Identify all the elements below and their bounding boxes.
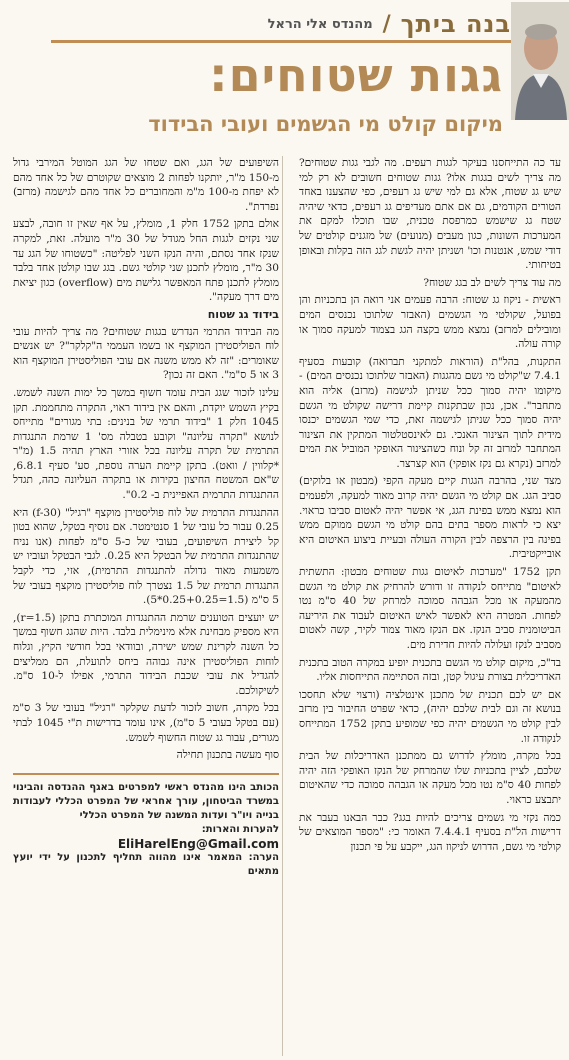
column-divider — [282, 156, 283, 1056]
paragraph: ההתנגדות התרמית של לוח פוליסטירן מוקצף "רגיל" (f-30) היא 0.25 עבור כל עובי של 1 סנטימטר. אם נוסיף בטקל, שהוא בטון קל ליצירת השיפועים, בעובי של כ-5 ס"מ לפחות (אנו נניח שהתנגדות התרמית של הבטקל היא 0.25. לגבי הבטקל ועוביו יש משמעות מאוד גדולה להתנגדות התרמית), אזי, כדי לקבל התנגדות תרמית של 1.5 נצטרך לוח פוליסטירן מוקצף בעובי של 5 ס"מ (1.5=0.25+0.25*5). — [13, 506, 280, 607]
paragraph: עד כה התייחסנו בעיקר לגגות רעפים. מה לגבי גגות שטוחים? מה צריך לשים בגגות אלו? גגות שטוחים חשובים לא רק למי שיש גג שטוח, אלא גם למי שיש גג רעפים, כפי שהצענו באחד הטורים הקודמים, גם אם אתם מעדיפים גג רעפים, כדאי שיהיה שטח גג שישמש כמרפסת טכנית, שבו תוכלו למקם את המערכות השונות, כגון מעבים (מנועים) של מזגנים קולטים של דודי שמש, אנטנות וכו' ושניתן יהיה לגשת לגג הזה בקלות ובאופן בטיחותי. — [299, 157, 561, 272]
text-column-left — [13, 156, 279, 879]
disclaimer: הערה: המאמר אינו מהווה תחליף לתכנון על ידי יועץ מתאים — [13, 851, 279, 877]
article-header — [0, 0, 569, 140]
paragraph: התקנות, בהל"ת (הוראות למתקני תברואה) קובעות בסעיף 7.4.1 ש"קולט מי גשם מהגגות (האבזר שלתוכו נכנסים המים) - מיקומו יהיה סמוך ככל שניתן לגישמה (מרזב) אליה הוא מתחבר". אכן, נכון שבתקנות קיימת דרישה שקולט מי הגשם יהיה סמוך ככל שניתן לגישמה זאת, כדי שמי הגשמים יכנסו מידית לתוך הצינור האנכי. גם לאינסטלטור המתקין את הצינור המתחבר למרזב זה קל ונוח כשהצינור האופקי המוביל את המים למרזב (נקרא גם נקז אופקי) הוא קצרצר. — [299, 355, 561, 470]
paragraph: אם יש לכם תכנית של מתכנן אינטלציה (ורצוי שלא תחסכו בנושא זה וגם לבית שלכם יהיה), כדאי שפרט החיבור בין מרזב לבין קולט מי הגשמים יהיה כפי שמופיע בתקן 1752 המתייחס לנקודה זו. — [299, 688, 561, 745]
paragraph: בכל מקרה, חשוב לזכור לדעת שקלקר "רגיל" בעובי של 3 ס"מ (עם בטקל בעובי 5 ס"מ), אינו עומד בדרישות ת"י 1045 לבתי מגורים, עבור גג שטוח החשוף לשמש. — [13, 702, 279, 744]
author-bio: הכותב הינו מהנדס ראשי למפרטים באגף ההנדסה והבינוי במשרד הביטחון, עורך אחראי של המפרט הכללי לעבודות בנייה ויו"ר ועדות המשנה של המפרט הכללי — [13, 781, 279, 821]
paragraph: כמה נקזי מי גשמים צריכים להיות בגג? כבר הבאנו בעבר את דרישות הל"ת בסעיף 7.4.4.1 האומר כי: "מספר המוצאים של קולטי מי גשם, הדרוש לניקוז הגג, ייקבע על פי תכנון — [299, 811, 561, 853]
author-photo — [511, 2, 569, 120]
byline-separator: / — [382, 11, 391, 37]
paragraph: בד"כ, מיקום קולט מי הגשם בתכנית יופיע במקרה הטוב בתכנית האדריכלית בצורת עיגול קטן, ובזה הסתיימה התייחסות אליו. — [299, 656, 561, 684]
author-note — [13, 773, 279, 879]
contact-label: להערות והארות: — [201, 823, 279, 835]
author-name: מהנדס אלי הראל — [267, 16, 373, 32]
column-title: בנה ביתך — [400, 10, 511, 38]
paragraph: יש יועצים הטוענים שרמת ההתנגדות המוכתרת בתקן (r=1.5), היא מספיק מבחינת אלא מינימלית בלבד. היות שהגג חשוף במשך כל השנה לקרינת שמש ישירה, ובוודאי בכל חודשי הקיץ, וגלוח לוחות הפוליסטירן אינה גבוהה ביחס לתועלת, הם ממליצים להגדיל את עובי שכבת הבידוד התרמי, אפילו ל-10 ס"מ. לשיקולכם. — [13, 611, 279, 697]
article-title: גגות שטוחים: — [209, 48, 503, 102]
paragraph: מה עוד צריך לשים לב בגג שטוח? — [423, 276, 561, 289]
author-photo-image — [511, 2, 569, 120]
paragraph: ראשית - ניקוז גג שטוח: הרבה פעמים אני רואה הן בתכניות והן בפועל, שקולטי מי הגשמים (האבזר שלתוכו נכנסים המים ומובילים למרזב) נמצא ממש בקצה הגג בצמוד למעקה סמוך או קורה עולה. — [299, 294, 561, 351]
text-column-right — [299, 156, 561, 857]
author-email[interactable]: EliHarelEng@Gmail.com — [117, 836, 279, 851]
article-subtitle: מיקום קולט מי הגשמים ועובי הבידוד — [148, 112, 503, 136]
paragraph: מה הבידוד התרמי הנדרש בגגות שטוחים? מה צריך להיות עובי לוח הפוליסטירן המוקצף או בשמו העממי ה"קלקר"? יש אנשים שאומרים: "זה לא ממש משנה אם עובי הפוליסטירן המוקצף הוא 3 או 5 ס"מ". האם זה נכון? — [13, 325, 279, 382]
paragraph: מצד שני, בהרבה הגגות קיים מעקה הקפי (מבטון או בלוקים) סביב הגג. אם קולט מי הגשם יהיה קרוב מאוד למעקה, ולפעמים הוא נמצא ממש בפינת הגג, אי אפשר יהיה לאטום סביבו כראוי. יצא כי לראות מספר בתים בהם קולט מי הגשם ממוקם ממש בפינה בין הרצפה לבין הקורה העולה ובעיית ביצוע האיטום היא אובייקטיבית. — [299, 475, 561, 561]
paragraph: בכל מקרה, מומלץ לדרוש גם ממתכנן האדריכלות של הבית שלכם, לציין בתכניות שלו שהמרחק של הנקז האופקי הזה יהיה לפחות 40 ס"מ נטו מכל מעקה או הגבהה סמוכה כדי שהאיטום יתבצע כראוי. — [299, 750, 561, 806]
section-subhead: בידוד גג שטוח — [207, 307, 279, 321]
paragraph: עלינו לזכור שגג הבית עומד חשוף במשך כל ימות השנה לשמש. בקיץ השמש יוקדת, והאם אין בידוד ראוי, התקרה מתחממת. תקן 1045 חלק 1 "בידוד תרמי של בנינים: בתי מגורים" מתייחס לנושא "תקרה עליונה" וקובע בטבלה מס' 1 שרמת התנגדות התרמית של תקרה עליונה בכל אזורי הארץ תהיה 1.5 (מ"ר *קלווין / וואט). בתקן קיימת הערה נוספת, סע' סעיף 6.8.1, ש"אם המשטח החיצון בקירות או בתקרה העליונה כהה, תגדל ההתנגדות התרמית האפיינית ב- 0.2". — [13, 386, 279, 502]
byline-bar — [51, 8, 511, 43]
paragraph: אולם בתקן 1752 חלק 1, מומלץ, על אף שאין זו חובה, לבצע שני נקזים לגגות החל מגודל של 30 מ"ר מועלה. זאת, למקרה שנקז אחד נסתם, והיה הנקז השני לפליטה: "כשטוחו של הגג עד 30 מ"ר, מומלץ לתכנן שני קולטי גשם. בגג שבו קולטן אחד בלבד מומלץ לתכנן פתח המאפשר גלישת מים (overflow) כגון יציאת מים דרך מעקה". — [13, 218, 279, 304]
paragraph: סוף מעשה בתכנון תחילה — [176, 749, 279, 762]
paragraph: תקן 1752 "מערכות לאיטום גגות שטוחים מבטון: התשתית לאיטום" מתייחס לנקודה זו ודורש להרחיק את קולט מי הגשם מהמעקה או מכל הגבהה סמוכה למרחק של 40 ס"מ נטו לפחות. המטרה היא לאפשר לאיש האיטום לעבוד את היריעה הביטומנית סביב הנקז. אם הנקז מאוד צמוד לקיר, קשה לאטום מסביב לנקז ועלולה להיות חדירת מים. — [299, 566, 562, 651]
paragraph: השיפועים של הגג, ואם שטחו של הגג המוטל המירבי גדול מ-150 מ"ר, יותקנו לפחות 2 מוצאים שקוטרם של כל אחד מהם לא יפחת מ-100 מ"מ והמחוברים כל אחד מהם לגישמה (מרזב) נפרדת". — [13, 157, 279, 213]
